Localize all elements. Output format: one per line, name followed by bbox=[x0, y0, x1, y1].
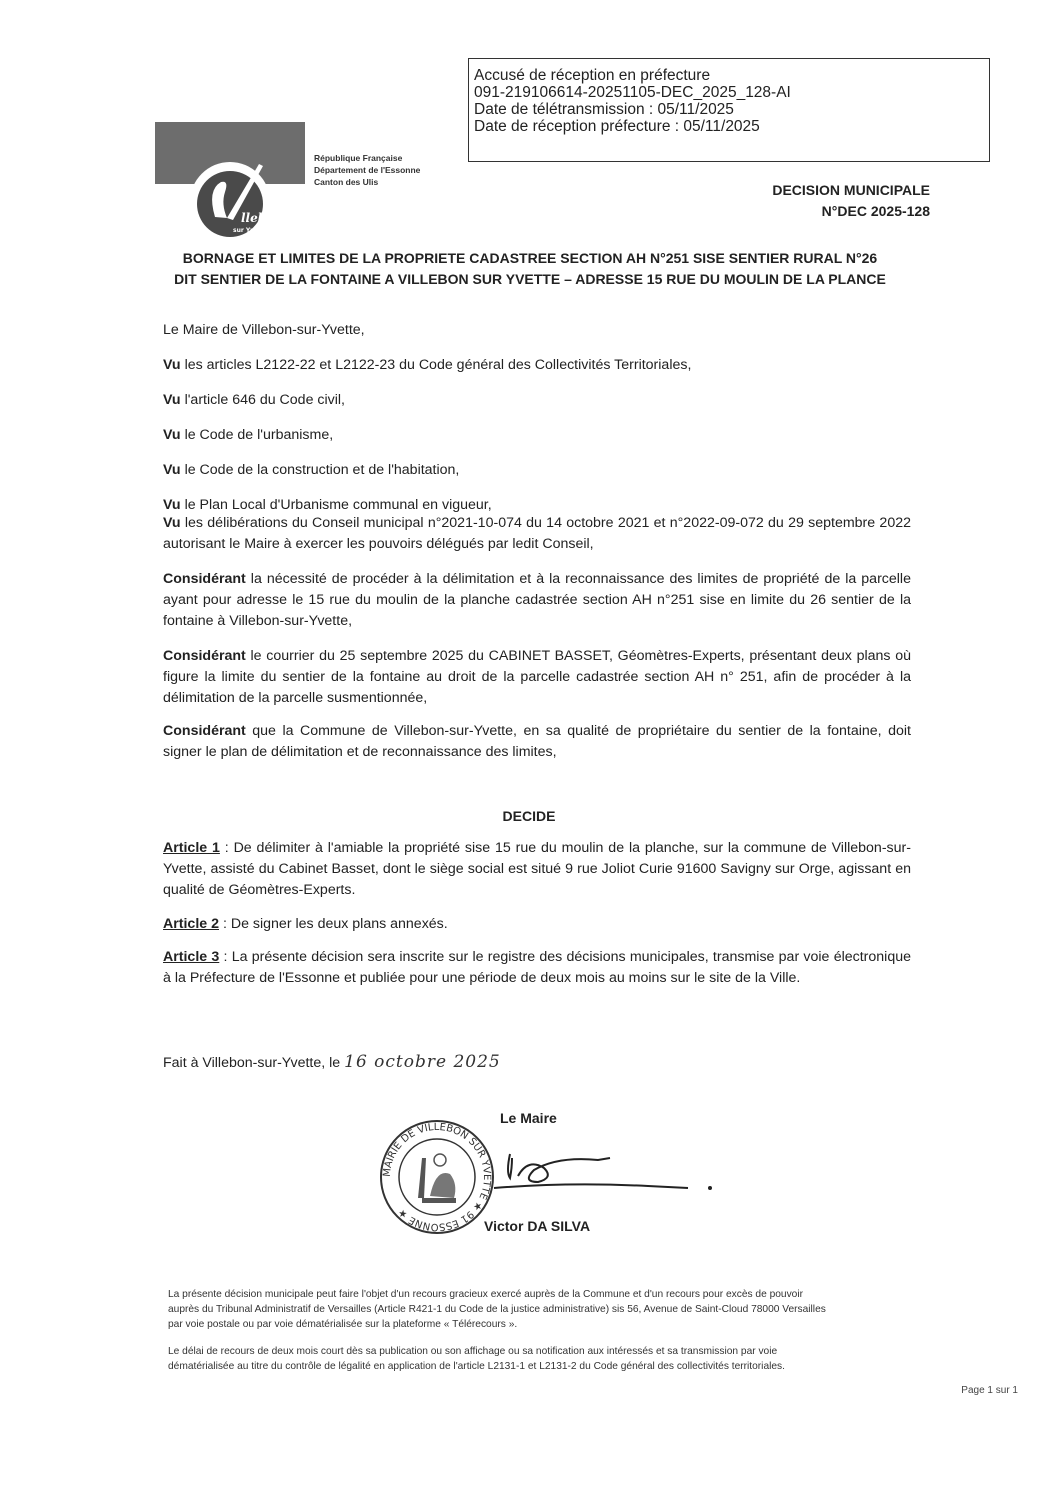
legal-notice-line: Le délai de recours de deux mois court dès sa publication ou son affichage ou sa notification aux intéressés et sa transmission par voie bbox=[168, 1346, 778, 1357]
town-hall-seal bbox=[378, 1118, 496, 1236]
vu-label: Vu bbox=[163, 427, 181, 443]
prefecture-receipt-box bbox=[468, 58, 990, 162]
handwritten-date: 16 octobre 2025 bbox=[344, 1052, 501, 1072]
preamble-intro: Le Maire de Villebon-sur-Yvette, bbox=[163, 322, 365, 338]
svg-text:llebon: llebon bbox=[241, 211, 283, 225]
considerant-item: Considérant le courrier du 25 septembre 2025 du CABINET BASSET, Géomètres-Experts, présentant deux plans où figure la limite du sentier de la fontaine au droit de la parcelle cadastrée section AH n° 251, afin de procéder à la délimitation de la parcelle susmentionnée, bbox=[163, 648, 911, 706]
vu-label: Vu bbox=[163, 392, 181, 408]
receipt-id: 091-219106614-20251105-DEC_2025_128-AI bbox=[474, 84, 791, 101]
document-title bbox=[158, 248, 902, 290]
title-line-1: BORNAGE ET LIMITES DE LA PROPRIETE CADASTREE SECTION AH N°251 SISE SENTIER RURAL N°26 bbox=[182, 250, 878, 266]
article-label: Article 2 bbox=[163, 916, 219, 932]
signer-role: Le Maire bbox=[500, 1110, 557, 1126]
decision-label: DECISION MUNICIPALE bbox=[772, 182, 930, 198]
vu-label: Vu bbox=[163, 357, 181, 373]
page-number: Page 1 sur 1 bbox=[961, 1385, 1018, 1396]
vu-item: Vu le Plan Local d'Urbanisme communal en vigueur, bbox=[163, 497, 492, 513]
article-2: Article 2 : De signer les deux plans annexés. bbox=[163, 916, 448, 932]
legal-notice-line: dématérialisée au titre du contrôle de légalité en application de l'article L2131-1 et L2131-2 du Code général des collectivités territoriales. bbox=[168, 1361, 785, 1372]
receipt-reception-date: Date de réception préfecture : 05/11/2025 bbox=[474, 118, 760, 135]
legal-notice-deadline bbox=[168, 1344, 1020, 1374]
svg-text:MAIRIE DE VILLEBON SUR YVETTE: MAIRIE DE VILLEBON SUR YVETTE ★ 91 ESSONNE ★ bbox=[381, 1121, 493, 1233]
signer-name: Victor DA SILVA bbox=[484, 1218, 591, 1234]
decision-number: N°DEC 2025-128 bbox=[821, 203, 930, 219]
considerant-item: Considérant que la Commune de Villebon-sur-Yvette, en sa qualité de propriétaire du sentier de la fontaine, doit signer le plan de délimitation et de reconnaissance des limites, bbox=[163, 723, 911, 760]
vu-item: Vu le Code de l'urbanisme, bbox=[163, 427, 334, 443]
legal-notice-line: La présente décision municipale peut faire l'objet d'un recours gracieux exercé auprès de la Commune et d'un recours pour excès de pouvoir bbox=[168, 1289, 803, 1300]
considerant-item: Considérant la nécessité de procéder à la délimitation et à la reconnaissance des limites de propriété de la parcelle ayant pour adresse le 15 rue du moulin de la planche cadastrée section AH n°251 sise en limite du 26 sentier de la fontaine à Villebon-sur-Yvette, bbox=[163, 571, 911, 629]
issuer-info bbox=[314, 152, 420, 188]
vu-label: Vu bbox=[163, 497, 181, 513]
article-1: Article 1 : De délimiter à l'amiable la propriété sise 15 rue du moulin de la planche, sur la commune de Villebon-sur-Yvette, assisté du Cabinet Basset, dont le siège social est situé 9 rue Joliot Curie 91600 Savigny sur Orge, agissant en qualité de Géomètres-Experts. bbox=[163, 840, 911, 898]
legal-notice-appeal bbox=[168, 1287, 1020, 1332]
mayor-signature bbox=[488, 1148, 728, 1208]
issuer-canton: Canton des Ulis bbox=[314, 177, 379, 187]
decide-heading: DECIDE bbox=[502, 808, 556, 824]
issuer-republic: République Française bbox=[314, 153, 403, 163]
vu-label: Vu bbox=[163, 515, 181, 531]
vu-item: Vu l'article 646 du Code civil, bbox=[163, 392, 345, 408]
decision-header bbox=[772, 180, 930, 222]
legal-notice-line: auprès du Tribunal Administratif de Versailles (Article R421-1 du Code de la justice administrative) sis 56, Avenue de Saint-Cloud 78000 Versailles bbox=[168, 1304, 826, 1315]
article-label: Article 3 bbox=[163, 949, 220, 965]
vu-item: Vu les articles L2122-22 et L2122-23 du Code général des Collectivités Territoriales, bbox=[163, 357, 692, 373]
place-date-line bbox=[163, 1052, 911, 1074]
article-3: Article 3 : La présente décision sera inscrite sur le registre des décisions municipales, transmise par voie électronique à la Préfecture de l'Essonne et publiée pour une période de deux mois au moins sur le site de la Ville. bbox=[163, 949, 911, 986]
villebon-logo bbox=[155, 122, 305, 240]
considerant-label: Considérant bbox=[163, 648, 246, 664]
article-label: Article 1 bbox=[163, 840, 220, 856]
vu-item: Vu le Code de la construction et de l'habitation, bbox=[163, 462, 460, 478]
title-line-2: DIT SENTIER DE LA FONTAINE A VILLEBON SUR YVETTE – ADRESSE 15 RUE DU MOULIN DE LA PLANCE bbox=[174, 271, 886, 287]
legal-notice-line: par voie postale ou par voie dématérialisée sur la plateforme « Télérecours ». bbox=[168, 1319, 518, 1330]
considerant-label: Considérant bbox=[163, 723, 246, 739]
fait-a-text: Fait à Villebon-sur-Yvette, le bbox=[163, 1055, 345, 1071]
vu-label: Vu bbox=[163, 462, 181, 478]
considerant-label: Considérant bbox=[163, 571, 246, 587]
receipt-title: Accusé de réception en préfecture bbox=[474, 67, 711, 84]
receipt-transmission-date: Date de télétransmission : 05/11/2025 bbox=[474, 101, 734, 118]
svg-text:sur Yvette: sur Yvette bbox=[233, 227, 269, 234]
vu-item: Vu les délibérations du Conseil municipal n°2021-10-074 du 14 octobre 2021 et n°2022-09-072 du 29 septembre 2022 autorisant le Maire à exercer les pouvoirs délégués par ledit Conseil, bbox=[163, 515, 911, 552]
issuer-department: Département de l'Essonne bbox=[314, 165, 421, 175]
